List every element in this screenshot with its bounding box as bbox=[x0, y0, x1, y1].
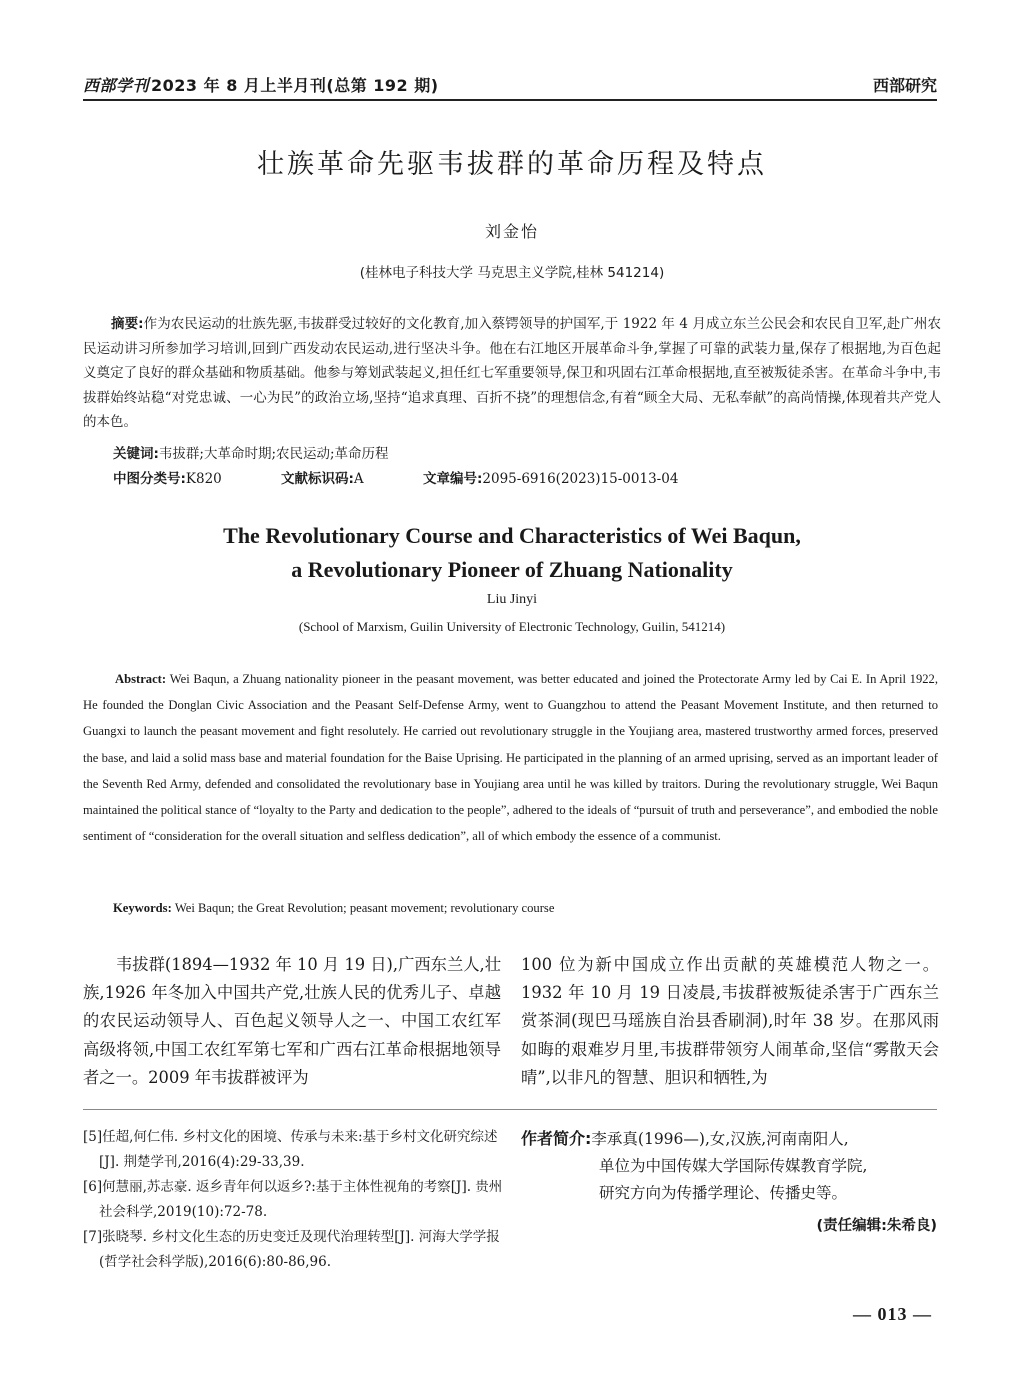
section-name: 西部研究 bbox=[872, 76, 937, 95]
abstract-text-cn: 作为农民运动的壮族先驱,韦拔群受过较好的文化教育,加入蔡锷领导的护国军,于 1922 年 4 月成立东兰公民会和农民自卫军,赴广州农民运动讲习所参加学习培训,回到广西发动农民运动,进行坚决斗争。他在右江地区开展革命斗争,掌握了可靠的武装力量,保存了根据地,为百色起义奠定了良好的群众基础和物质基础。他参与筹划武装起义,担任红七军重要领导,保卫和巩固右江革命根据地,直至被叛徒杀害。在革命斗争中,韦拔群始终站稳“对党忠诚、一心为民”的政治立场,坚持“追求真理、百折不挠”的理想信念,有着“顾全大局、无私奉献”的高尚情操,体现着共产党人的本色。 bbox=[83, 316, 941, 431]
keywords-en bbox=[113, 901, 554, 916]
article-number-label: 文章编号: bbox=[423, 471, 483, 487]
abstract-label-cn: 摘要: bbox=[111, 316, 144, 332]
author-intro-line-3: 研究方向为传播学理论、传播史等。 bbox=[599, 1184, 848, 1202]
article-title-cn: 壮族革命先驱韦拔群的革命历程及特点 bbox=[257, 149, 767, 180]
reference-item: [5]任超,何仁伟. 乡村文化的困境、传承与未来:基于乡村文化研究综述[J]. 荆楚学刊,2016(4):29-33,39. bbox=[83, 1129, 498, 1170]
issue-info: 2023 年 8 月上半月刊(总第 192 期) bbox=[151, 76, 439, 95]
clc-value: K820 bbox=[185, 471, 222, 487]
author-intro-line-2: 单位为中国传媒大学国际传媒教育学院, bbox=[599, 1157, 868, 1175]
clc-code bbox=[113, 467, 222, 487]
keywords-label-cn: 关键词: bbox=[113, 446, 159, 462]
article-number bbox=[423, 467, 678, 487]
footnote-divider bbox=[83, 1109, 937, 1110]
article-number-value: 2095-6916(2023)15-0013-04 bbox=[482, 471, 679, 487]
journal-logo: 西部学刊 bbox=[83, 76, 150, 95]
affiliation-cn: (桂林电子科技大学 马克思主义学院,桂林 541214) bbox=[359, 265, 665, 281]
body-text-right-column: 100 位为新中国成立作出贡献的英雄模范人物之一。1932 年 10 月 19 日凌晨,韦拔群被叛徒杀害于广西东兰赏茶洞(现巴马瑶族自治县香刷洞),时年 38 岁。在那风雨如晦的艰难岁月里,韦拔群带领穷人闹革命,坚信“雾散天会晴”,以非凡的智慧、胆识和牺牲,为 bbox=[521, 955, 939, 1087]
doc-value: A bbox=[353, 471, 364, 487]
doc-code bbox=[281, 467, 364, 487]
keywords-text-en: Wei Baqun; the Great Revolution; peasant movement; revolutionary course bbox=[174, 901, 555, 915]
header-divider bbox=[83, 99, 937, 101]
title-en-line-1: The Revolutionary Course and Characteristics of Wei Baqun, bbox=[223, 523, 801, 548]
author-intro-line-1: 李承真(1996—),女,汉族,河南南阳人, bbox=[591, 1130, 849, 1148]
keywords-cn bbox=[113, 442, 389, 462]
article-title-en bbox=[0, 519, 1024, 587]
keywords-label-en: Keywords: bbox=[113, 901, 172, 915]
author-intro-label: 作者简介: bbox=[521, 1129, 592, 1148]
author-name-en: Liu Jinyi bbox=[486, 592, 538, 607]
reference-item: [7]张晓琴. 乡村文化生态的历史变迁及现代治理转型[J]. 河海大学学报(哲学社会科学版),2016(6):80-86,96. bbox=[83, 1229, 500, 1270]
abstract-en bbox=[83, 666, 938, 849]
doc-label: 文献标识码: bbox=[281, 471, 354, 487]
running-header-left bbox=[83, 73, 439, 96]
keywords-text-cn: 韦拔群;大革命时期;农民运动;革命历程 bbox=[158, 446, 389, 462]
author-name-cn: 刘金怡 bbox=[484, 222, 539, 241]
responsible-editor: (责任编辑:朱希良) bbox=[816, 1218, 937, 1234]
author-intro bbox=[521, 1125, 941, 1207]
abstract-cn bbox=[83, 312, 941, 435]
reference-list bbox=[83, 1125, 503, 1275]
title-en-line-2: a Revolutionary Pioneer of Zhuang Nationality bbox=[291, 557, 733, 582]
affiliation-en: (School of Marxism, Guilin University of Electronic Technology, Guilin, 541214) bbox=[298, 619, 726, 634]
reference-item: [6]何慧丽,苏志豪. 返乡青年何以返乡?:基于主体性视角的考察[J]. 贵州社会科学,2019(10):72-78. bbox=[83, 1179, 503, 1220]
clc-label: 中图分类号: bbox=[113, 471, 186, 487]
page-number: — 013 — bbox=[853, 1304, 932, 1324]
abstract-text-en: Wei Baqun, a Zhuang nationality pioneer in the peasant movement, was better educated and joined the Protectorate Army led by Cai E. In April 1922, He founded the Donglan Civic Association and the Peasant Self-Defense Army, went to Guangzhou to attend the Peasant Movement Institute, and then returned to Guangxi to launch the peasant movement and fight resolutely. He carried out revolutionary struggle in the Youjiang area, mastered trustworthy armed forces, preserved the base, and laid a solid mass base and material foundation for the Baise Uprising. He participated in the planning of an armed uprising, served as an important leader of the Seventh Red Army, defended and consolidated the revolutionary base in Youjiang area until he was killed by traitors. During the revolutionary struggle, Wei Baqun maintained the political stance of “loyalty to the Party and dedication to the people”, adhered to the ideals of “pursuit of truth and perseverance”, and embodied the noble sentiment of “consideration for the overall situation and selfless dedication”, all of which embody the essence of a communist. bbox=[83, 672, 938, 844]
abstract-label-en: Abstract: bbox=[115, 672, 167, 686]
body-text-left-column: 韦拔群(1894—1932 年 10 月 19 日),广西东兰人,壮族,1926 年冬加入中国共产党,壮族人民的优秀儿子、卓越的农民运动领导人、百色起义领导人之一、中国工农红军高级将领,中国工农红军第七军和广西右江革命根据地领导者之一。2009 年韦拔群被评为 bbox=[83, 955, 501, 1087]
